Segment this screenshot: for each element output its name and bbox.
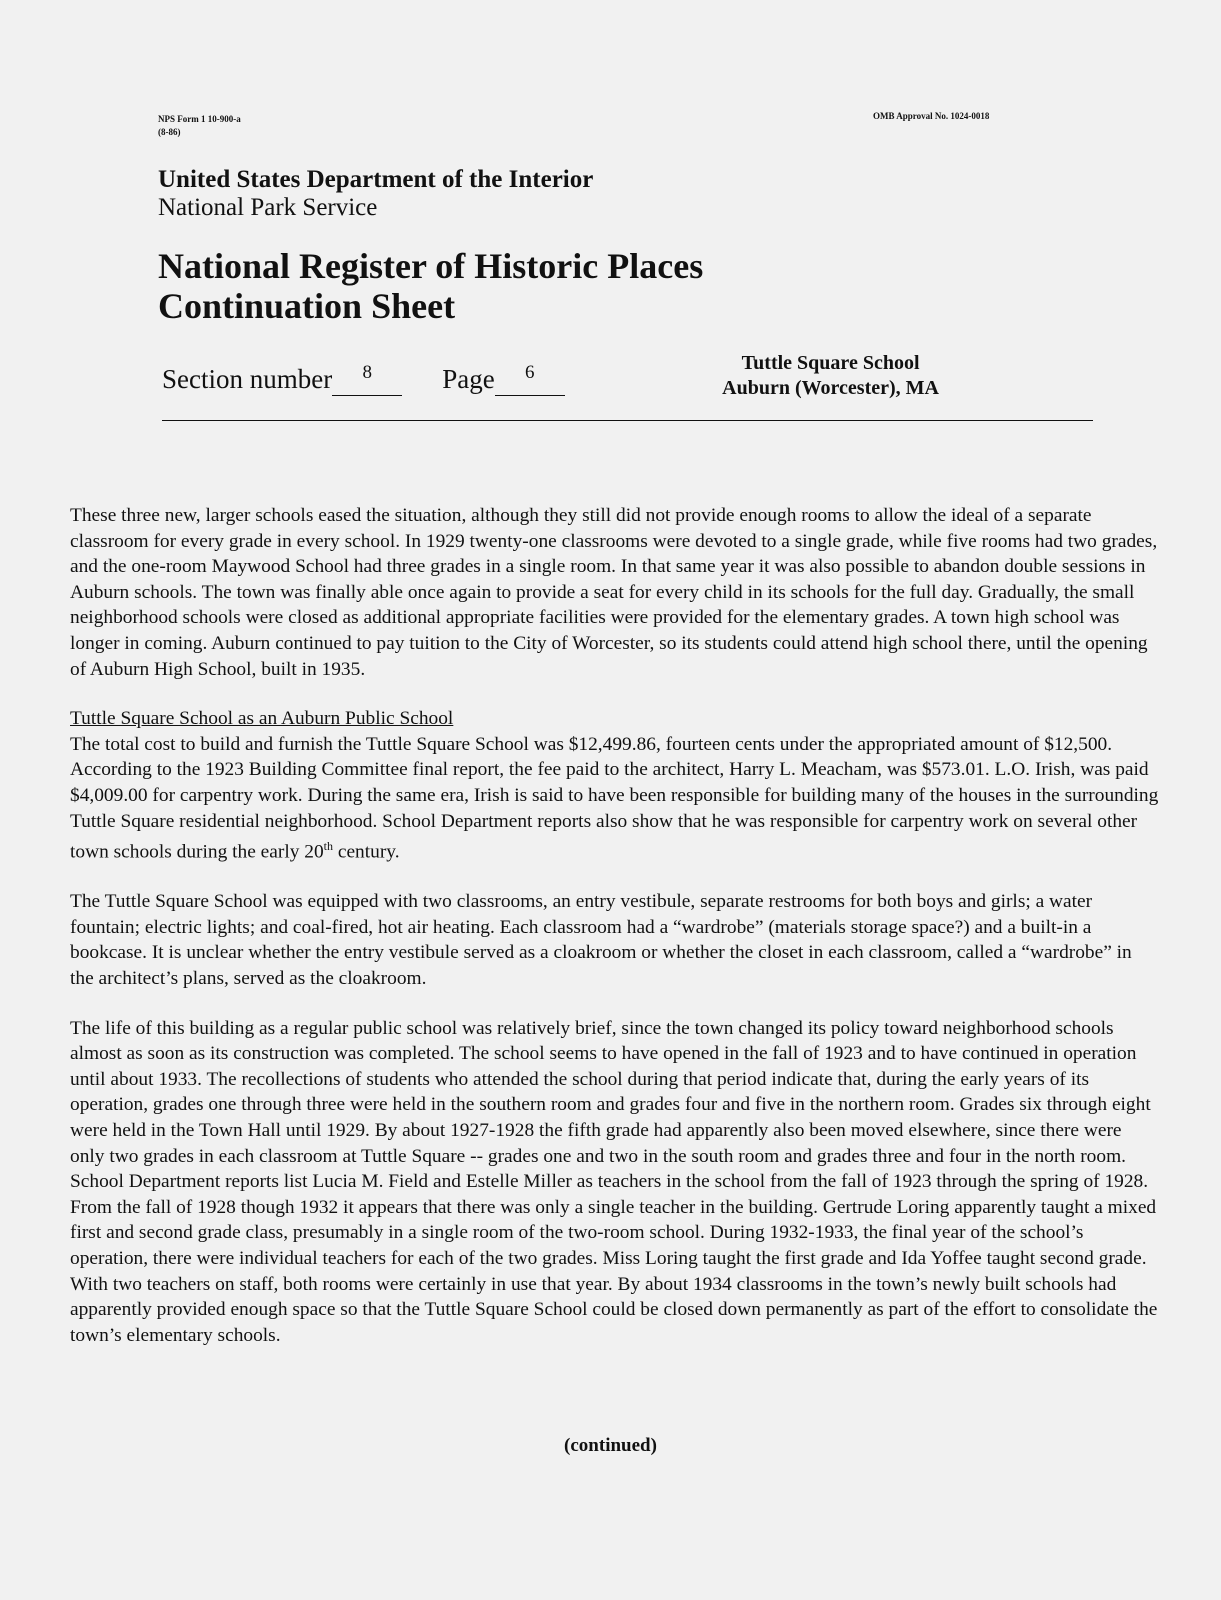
paragraph-3: The Tuttle Square School was equipped with two classrooms, an entry vestibule, separate restrooms for both boys and girls; a water fountain; electric lights; and coal-fired, hot air heating. Each classroom had a “wardrobe” (materials storage space?) and a built-in a bookcase. It is unclear whether the entry vestibule served as a cloakroom or whether the closet in each classroom, called a “wardrobe” in the architect’s plans, served as the cloakroom. — [70, 891, 1132, 989]
section-label: Section number — [162, 364, 333, 394]
title-line-1: National Register of Historic Places — [158, 246, 704, 286]
property-block — [722, 351, 939, 401]
omb-approval: OMB Approval No. 1024-0018 — [873, 111, 990, 121]
ordinal-superscript: th — [323, 839, 333, 854]
paragraph-4: The life of this building as a regular public school was relatively brief, since the town changed its policy toward neighborhood schools almost as soon as its construction was completed. The school seems to have opened in the fall of 1923 and to have continued in operation until about 1933. The recollections of students who attended the school during that period indicate that, during the early years of its operation, grades one through three were held in the southern room and grades four and five in the northern room. Grades six through eight were held in the Town Hall until 1929. By about 1927-1928 the fifth grade had apparently also been moved elsewhere, since there were only two grades in each classroom at Tuttle Square -- grades one and two in the south room and grades three and four in the north room. School Department reports list Lucia M. Field and Estelle Miller as teachers in the school from the fall of 1923 through the spring of 1928. From the fall of 1928 though 1932 it appears that there was only a single teacher in the building. Gertrude Loring apparently taught a mixed first and second grade class, presumably in a single room of the two-room school. During 1932-1933, the final year of the school’s operation, there were individual teachers for each of the two grades. Miss Loring taught the first grade and Ida Yoffee taught second grade. With two teachers on staff, both rooms were certainly in use that year. By about 1934 classrooms in the town’s newly built schools had apparently provided enough space so that the Tuttle Square School could be closed down permanently as part of the effort to consolidate the town’s elementary schools. — [70, 1017, 1158, 1346]
section-heading: Tuttle Square School as an Auburn Public School — [70, 708, 454, 730]
agency-block — [158, 166, 593, 222]
continued-note: (continued) — [564, 1435, 657, 1456]
paragraph-1: These three new, larger schools eased the situation, although they still did not provide enough rooms to allow the ideal of a separate classroom for every grade in every school. In 1929 twenty-one classrooms were devoted to a single grade, while five rooms had two grades, and the one-room Maywood School had three grades in a single room. In that same year it was also possible to abandon double sessions in Auburn schools. The town was finally able once again to provide a seat for every child in its schools for the full day. Gradually, the small neighborhood schools were closed as additional appropriate facilities were provided for the elementary grades. A town high school was longer in coming. Auburn continued to pay tuition to the City of Worcester, so its students could attend high school there, until the opening of Auburn High School, built in 1935. — [70, 505, 1158, 680]
department-name: United States Department of the Interior — [158, 166, 594, 193]
section-page-line — [162, 364, 565, 396]
header-divider — [162, 420, 1093, 421]
page-number-value: 6 — [524, 362, 535, 383]
page-label: Page — [442, 364, 495, 394]
paragraph-2-end: century. — [333, 841, 400, 863]
property-location: Auburn (Worcester), MA — [722, 377, 939, 399]
property-name: Tuttle Square School — [741, 352, 920, 374]
service-name: National Park Service — [158, 194, 378, 221]
page-number-field — [495, 364, 565, 396]
form-identifier — [158, 113, 241, 139]
body-text — [70, 503, 1160, 1348]
title-line-2: Continuation Sheet — [158, 286, 456, 326]
paragraph-2: The total cost to build and furnish the Tuttle Square School was $12,499.86, fourteen cents under the appropriated amount of $12,500. According to the 1923 Building Committee final report, the fee paid to the architect, Harry L. Meacham, was $573.01. L.O. Irish, was paid $4,009.00 for carpentry work. During the same era, Irish is said to have been responsible for building many of the houses in the surrounding Tuttle Square residential neighborhood. School Department reports also show that he was responsible for carpentry work on several other town schools during the early 20 — [70, 733, 1159, 863]
section-number-field — [332, 364, 402, 396]
document-title — [158, 246, 703, 326]
form-date: (8-86) — [158, 127, 181, 137]
paragraph-2-block — [70, 706, 1160, 865]
section-number-value: 8 — [362, 362, 372, 383]
form-number: NPS Form 1 10-900-a — [158, 114, 241, 124]
